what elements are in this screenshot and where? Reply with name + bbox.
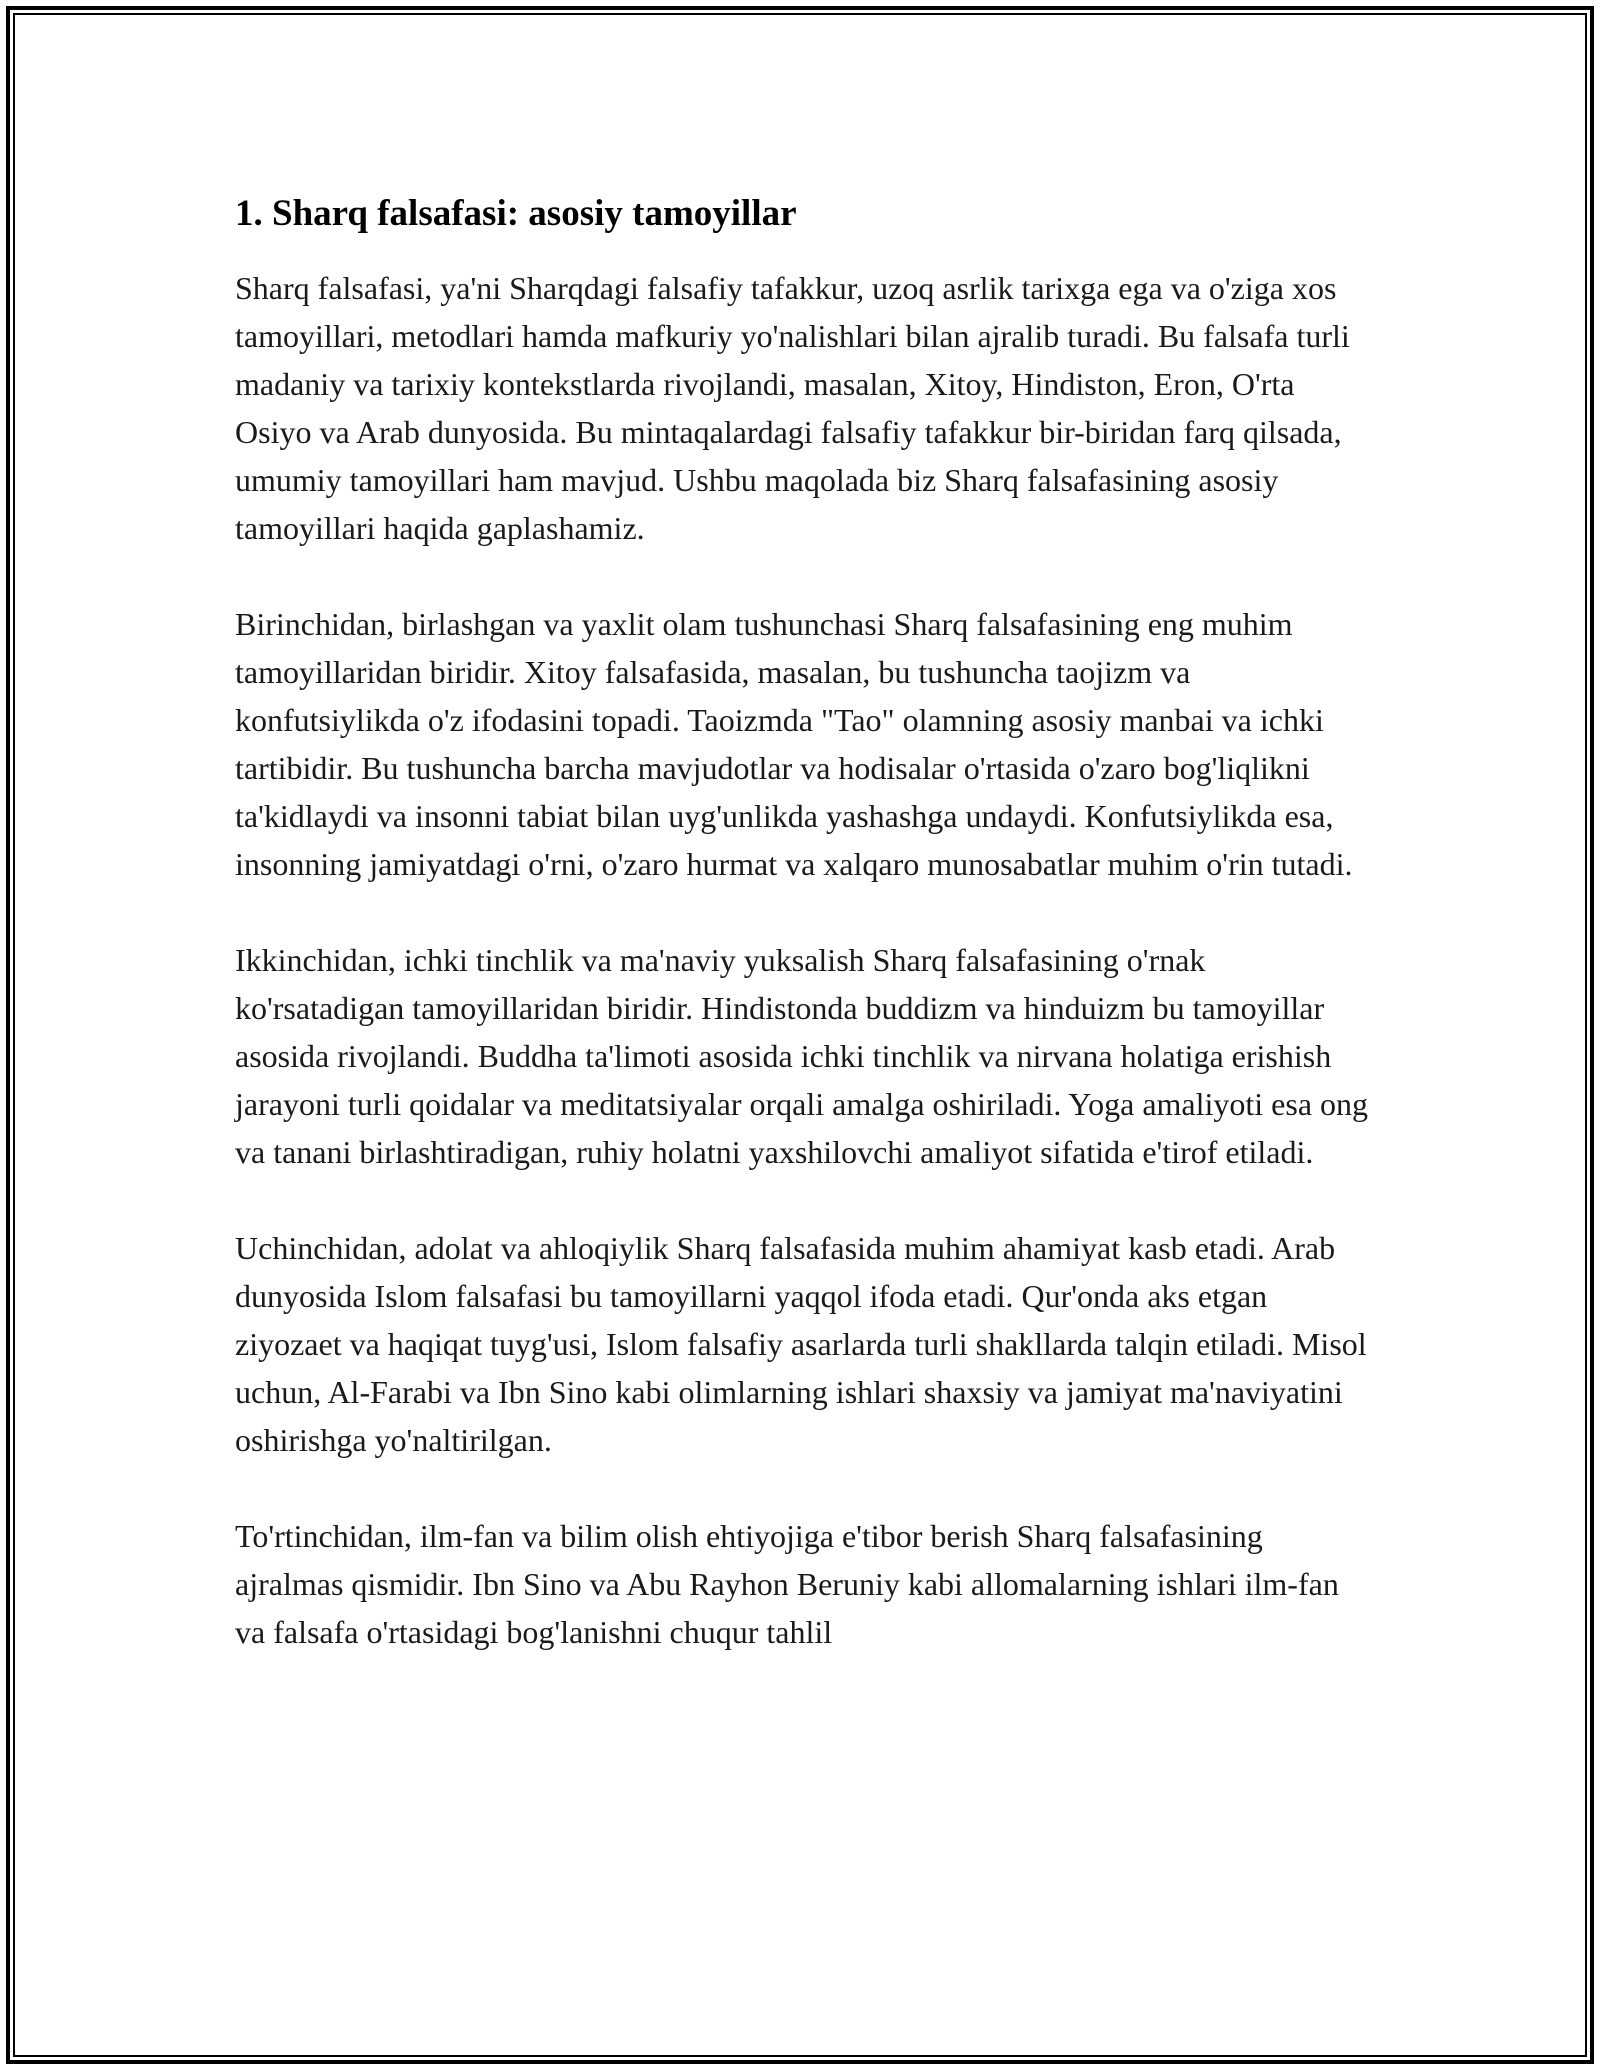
paragraph-third-principle: Uchinchidan, adolat va ahloqiylik Sharq falsafasida muhim ahamiyat kasb etadi. Arab dunyosida Islom falsafasi bu tamoyillarni yaqqol ifoda etadi. Qur'onda aks etgan ziyozaet va haqiqat tuyg'usi, Islom falsafiy asarlarda turli shakllarda talqin etiladi. Misol uchun, Al-Farabi va Ibn Sino kabi olimlarning ishlari shaxsiy va jamiyat ma'naviyatini oshirishga yo'naltirilgan. (235, 1230, 1367, 1458)
paragraph-second-principle: Ikkinchidan, ichki tinchlik va ma'naviy yuksalish Sharq falsafasining o'rnak ko'rsatadigan tamoyillaridan biridir. Hindistonda buddizm va hinduizm bu tamoyillar asosida rivojlandi. Buddha ta'limoti asosida ichki tinchlik va nirvana holatiga erishish jarayoni turli qoidalar va meditatsiyalar orqali amalga oshiriladi. Yoga amaliyoti esa ong va tanani birlashtiradigan, ruhiy holatni yaxshilovchi amaliyot sifatida e'tirof etiladi. (235, 942, 1369, 1170)
paragraph-first-principle: Birinchidan, birlashgan va yaxlit olam tushunchasi Sharq falsafasining eng muhim tamoyillaridan biridir. Xitoy falsafasida, masalan, bu tushuncha taojizm va konfutsiylikda o'z ifodasini topadi. Taoizmda "Tao" olamning asosiy manbai va ichki tartibidir. Bu tushuncha barcha mavjudotlar va hodisalar o'rtasida o'zaro bog'liqlikni ta'kidlaydi va insonni tabiat bilan uyg'unlikda yashashga undaydi. Konfutsiylikda esa, insonning jamiyatdagi o'rni, o'zaro hurmat va xalqaro munosabatlar muhim o'rin tutadi. (235, 606, 1353, 882)
paragraph-intro: Sharq falsafasi, ya'ni Sharqdagi falsafiy tafakkur, uzoq asrlik tarixga ega va o'ziga xos tamoyillari, metodlari hamda mafkuriy yo'nalishlari bilan ajralib turadi. Bu falsafa turli madaniy va tarixiy kontekstlarda rivojlandi, masalan, Xitoy, Hindiston, Eron, O'rta Osiyo va Arab dunyosida. Bu mintaqalardagi falsafiy tafakkur bir-biridan farq qilsada, umumiy tamoyillari ham mavjud. Ushbu maqolada biz Sharq falsafasining asosiy tamoyillari haqida gaplashamiz. (235, 270, 1350, 546)
section-heading: 1. Sharq falsafasi: asosiy tamoyillar (235, 193, 797, 234)
paragraph-fourth-principle: To'rtinchidan, ilm-fan va bilim olish ehtiyojiga e'tibor berish Sharq falsafasining ajralmas qismidir. Ibn Sino va Abu Rayhon Beruniy kabi allomalarning ishlari ilm-fan va falsafa o'rtasidagi bog'lanishni chuqur tahlil (235, 1518, 1339, 1650)
document-body (235, 188, 1375, 1704)
